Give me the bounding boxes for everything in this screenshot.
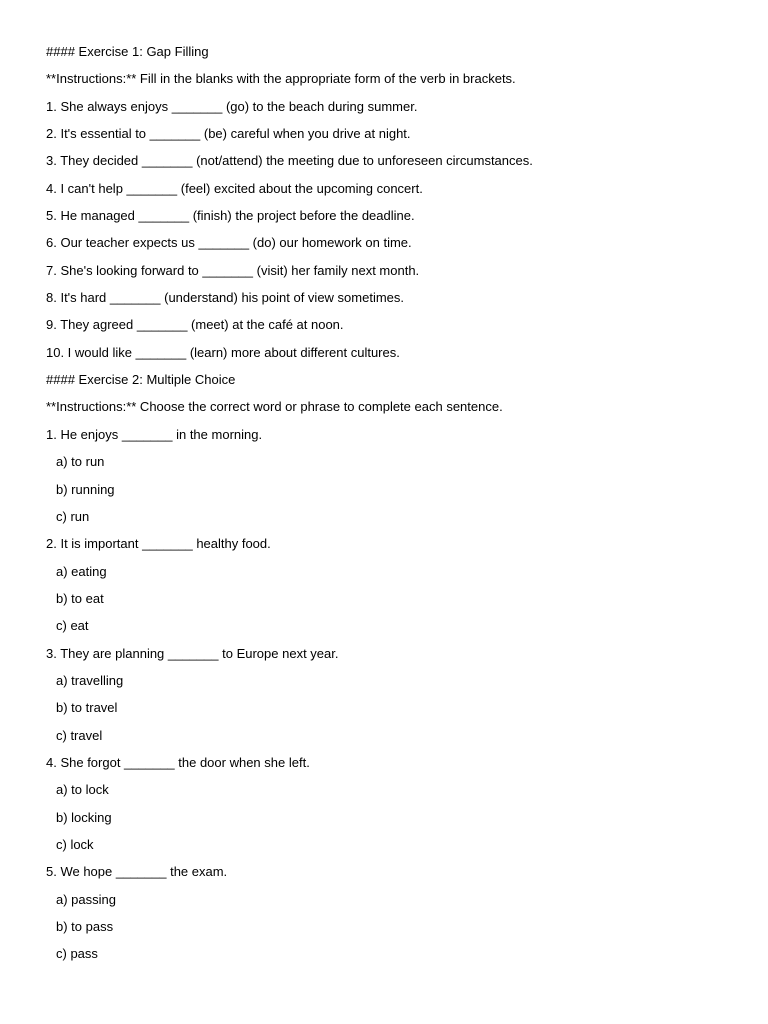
- exercise1-item: 7. She's looking forward to _______ (visit) her family next month.: [46, 262, 420, 278]
- exercise1-instructions: **Instructions:** Fill in the blanks with the appropriate form of the verb in brackets.: [46, 71, 516, 87]
- exercise2-option: c) lock: [56, 836, 94, 852]
- exercise2-option: b) locking: [56, 809, 112, 825]
- exercise1-heading: #### Exercise 1: Gap Filling: [46, 44, 209, 59]
- exercise2-option: c) travel: [56, 727, 103, 743]
- exercise1-item: 4. I can't help _______ (feel) excited about the upcoming concert.: [46, 180, 423, 196]
- exercise2-option: a) to lock: [56, 782, 109, 798]
- exercise2-question: 2. It is important _______ healthy food.: [46, 536, 271, 552]
- exercise1-item: 2. It's essential to _______ (be) careful when you drive at night.: [46, 126, 411, 142]
- exercise2-option: a) travelling: [56, 672, 124, 688]
- exercise2-option: c) eat: [56, 618, 89, 634]
- exercise2-question: 3. They are planning _______ to Europe next year.: [46, 645, 339, 661]
- exercise1-item: 10. I would like _______ (learn) more about different cultures.: [46, 344, 400, 360]
- exercise1-item: 1. She always enjoys _______ (go) to the beach during summer.: [46, 98, 418, 114]
- exercise2-option: a) passing: [56, 891, 116, 907]
- exercise2-instructions: **Instructions:** Choose the correct word or phrase to complete each sentence.: [46, 399, 503, 415]
- exercise2-option: c) pass: [56, 946, 98, 962]
- exercise2-option: b) to pass: [56, 919, 114, 934]
- exercise2-option: a) to run: [56, 454, 105, 470]
- exercise1-item: 8. It's hard _______ (understand) his point of view sometimes.: [46, 290, 405, 306]
- exercise1-item: 5. He managed _______ (finish) the project before the deadline.: [46, 208, 415, 224]
- exercise2-option: c) run: [56, 508, 90, 524]
- exercise2-option: b) to travel: [56, 700, 118, 716]
- exercise1-item: 6. Our teacher expects us _______ (do) our homework on time.: [46, 235, 412, 251]
- exercise2-question: 5. We hope _______ the exam.: [46, 864, 228, 880]
- exercise2-question: 1. He enjoys _______ in the morning.: [46, 426, 263, 442]
- exercise2-option: b) running: [56, 481, 115, 497]
- exercise1-item: 3. They decided _______ (not/attend) the meeting due to unforeseen circumstances.: [46, 153, 533, 169]
- exercise2-option: a) eating: [56, 563, 107, 579]
- exercise1-item: 9. They agreed _______ (meet) at the café at noon.: [46, 317, 344, 333]
- exercise2-heading: #### Exercise 2: Multiple Choice: [46, 372, 236, 388]
- exercise2-question: 4. She forgot _______ the door when she left.: [46, 754, 310, 770]
- exercise2-option: b) to eat: [56, 590, 104, 606]
